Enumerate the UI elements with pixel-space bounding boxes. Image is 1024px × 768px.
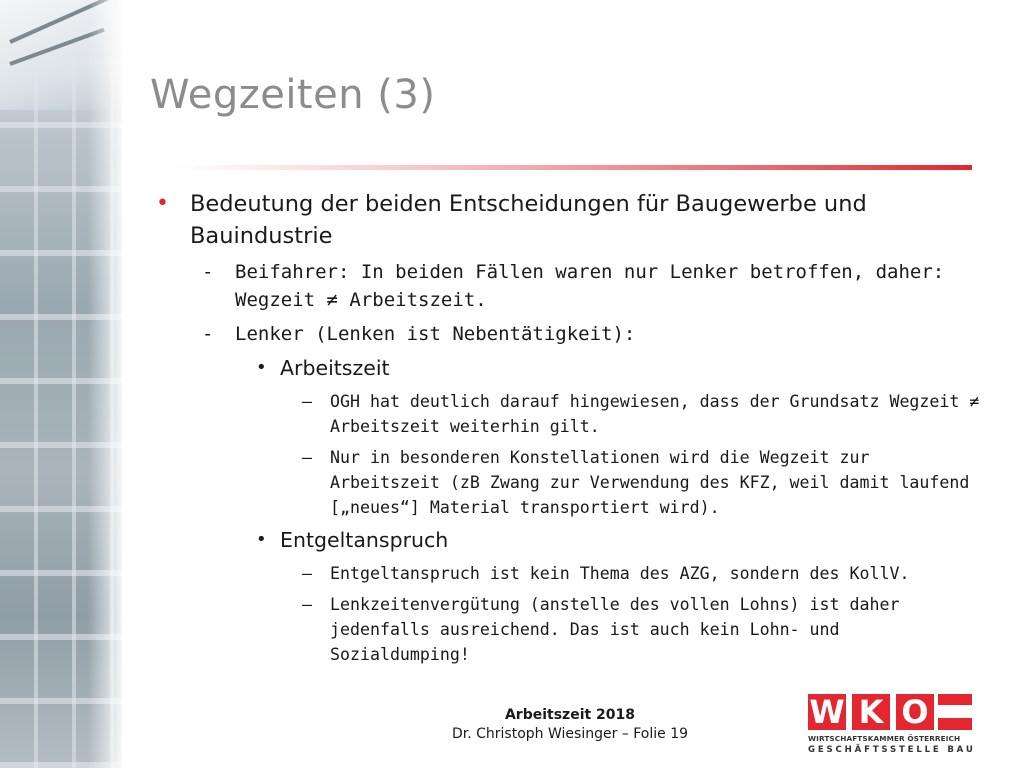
dash-marker: – <box>302 564 312 583</box>
dash-marker: – <box>302 595 312 614</box>
bullet-item <box>150 561 980 586</box>
footer-author: Dr. Christoph Wiesinger – Folie 19 <box>451 726 689 742</box>
logo-department: GESCHÄFTSSTELLE BAU <box>808 745 976 755</box>
bullet-text: Lenkzeitenvergütung (anstelle des vollen Lohns) ist daher jedenfalls ausreichend. Das ist auch kein Lohn- und Sozialdumping! <box>330 595 900 664</box>
bullet-marker: • <box>156 191 169 216</box>
bullet-item <box>150 526 980 555</box>
bullet-item <box>150 188 980 252</box>
slide-title: Wegzeiten (3) <box>150 72 436 118</box>
bullet-item <box>150 592 980 667</box>
logo-letter: O <box>896 694 934 730</box>
logo-subtitle: WIRTSCHAFTSKAMMER ÖSTERREICH <box>808 734 961 743</box>
title-divider <box>176 165 972 170</box>
logo-letter: W <box>809 693 845 731</box>
bullet-item <box>150 354 980 383</box>
bullet-text: Arbeitszeit <box>280 356 390 380</box>
slide-content <box>150 188 980 673</box>
bullet-marker: • <box>256 357 267 378</box>
bullet-text: Nur in besonderen Konstellationen wird die Wegzeit zur Arbeitszeit (zB Zwang zur Verwendung des KFZ, weil damit laufend [„neues“] Material transportiert wird). <box>330 448 970 517</box>
wko-logo <box>808 693 976 756</box>
dash-marker: – <box>302 392 312 411</box>
bullet-marker: • <box>256 529 267 550</box>
dash-marker: - <box>202 261 214 283</box>
logo-letter: K <box>852 694 890 730</box>
bullet-text: OGH hat deutlich darauf hingewiesen, dass der Grundsatz Wegzeit ≠ Arbeitszeit weiterhin gilt. <box>330 392 980 436</box>
bullet-text: Lenker (Lenken ist Nebentätigkeit): <box>235 323 636 345</box>
bullet-text: Entgeltanspruch <box>280 528 449 552</box>
dash-marker: – <box>302 448 312 467</box>
slide-footer <box>420 706 720 744</box>
bullet-text: Bedeutung der beiden Entscheidungen für Baugewerbe und Bauindustrie <box>190 191 867 249</box>
dash-marker: - <box>202 323 214 345</box>
side-building-photo <box>0 0 122 768</box>
bullet-item <box>150 445 980 520</box>
footer-title: Arbeitszeit 2018 <box>504 707 636 723</box>
austria-flag-icon <box>938 718 972 730</box>
bullet-text: Entgeltanspruch ist kein Thema des AZG, sondern des KollV. <box>330 564 910 583</box>
bullet-item <box>150 389 980 439</box>
bullet-item <box>150 258 980 314</box>
austria-flag-icon <box>938 694 972 705</box>
bullet-text: Beifahrer: In beiden Fällen waren nur Lenker betroffen, daher: Wegzeit ≠ Arbeitszeit. <box>235 261 945 311</box>
bullet-item <box>150 320 980 348</box>
